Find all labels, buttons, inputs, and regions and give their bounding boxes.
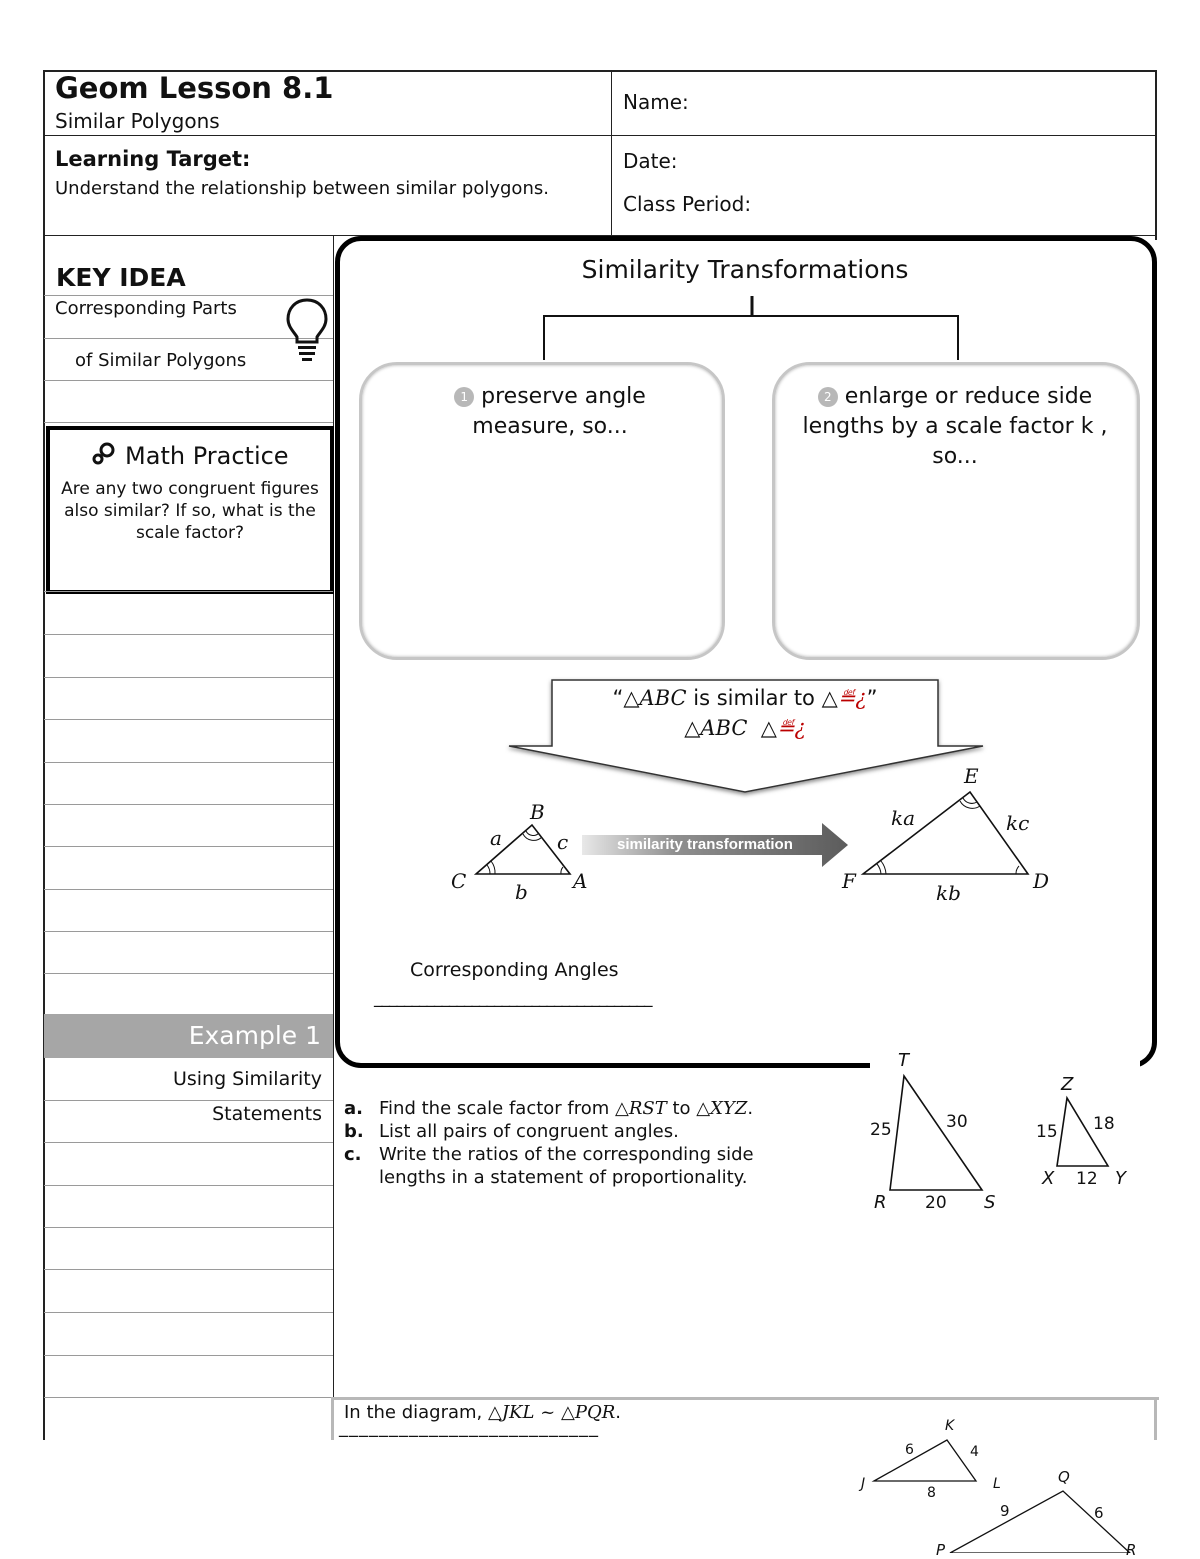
example-banner — [44, 1014, 333, 1058]
example-sub1: Using Similarity — [172, 1068, 322, 1090]
statement-mid: is similar to — [686, 686, 822, 710]
math-practice-box — [46, 426, 334, 594]
arrow-label: similarity transformation — [617, 836, 793, 853]
label-A: A — [573, 869, 588, 893]
lightbulb-icon — [284, 296, 330, 366]
notation-abc: △ABC — [684, 716, 748, 740]
class-period-label: Class Period: — [623, 192, 752, 216]
label-D: D — [1033, 869, 1050, 893]
label-J: J — [861, 1476, 866, 1492]
bubble2-number: 2 — [818, 387, 838, 407]
label-xy: 12 — [1076, 1169, 1098, 1189]
item-c-label: c. — [344, 1144, 362, 1165]
item-a-label: a. — [344, 1098, 363, 1119]
label-kb: kb — [936, 881, 961, 905]
notation-def: △ — [760, 716, 777, 740]
label-B: B — [530, 800, 545, 824]
label-X: X — [1042, 1168, 1055, 1189]
item-a-end: . — [747, 1098, 754, 1119]
label-ts: 30 — [946, 1112, 968, 1132]
statement-tri-abc: △ABC — [623, 686, 687, 710]
label-P: P — [936, 1541, 946, 1559]
bracket-connector — [540, 296, 964, 362]
learning-target-label: Learning Target: — [55, 147, 251, 171]
math-practice-text: Are any two congruent figures also similar? If so, what is the scale factor? — [61, 479, 319, 543]
label-b: b — [515, 880, 528, 904]
label-kc: kc — [1006, 811, 1030, 835]
label-L: L — [993, 1476, 1001, 1492]
label-Y: Y — [1115, 1168, 1126, 1189]
item-a-tri1: △RST — [615, 1098, 667, 1119]
diagram-similarity: △JKL ~ △PQR — [488, 1402, 616, 1423]
label-a: a — [490, 826, 502, 850]
statement-open: “ — [612, 686, 624, 710]
item-a-mid: to — [666, 1098, 697, 1119]
label-jk: 6 — [905, 1442, 914, 1458]
label-F: F — [842, 869, 856, 893]
item-c-text: Write the ratios of the corresponding side lengths in a statement of proportionality. — [379, 1144, 754, 1188]
key-idea-line1: Corresponding Parts — [55, 298, 237, 319]
key-idea-title: Similarity Transformations — [581, 255, 909, 284]
lesson-title: Geom Lesson 8.1 — [55, 71, 334, 105]
label-R: R — [874, 1192, 887, 1213]
label-S: S — [984, 1192, 996, 1213]
label-K: K — [945, 1418, 955, 1434]
diagram-prefix: In the diagram, — [344, 1402, 488, 1423]
learning-target-text: Understand the relationship between similar polygons. — [55, 178, 549, 199]
name-label: Name: — [623, 90, 689, 114]
label-C: C — [451, 869, 467, 893]
bubble2-text: enlarge or reduce side lengths by a scale factor k , so... — [802, 384, 1108, 469]
statement-tri-def: △ — [821, 686, 838, 710]
date-label: Date: — [623, 149, 678, 173]
math-practice-title: Math Practice — [125, 442, 289, 470]
label-rt: 25 — [870, 1120, 892, 1140]
key-idea-line2: of Similar Polygons — [75, 350, 247, 371]
label-rs: 20 — [925, 1193, 947, 1213]
label-pq: 9 — [1000, 1502, 1010, 1520]
corresponding-angles-blank: _____________________________________ — [374, 988, 652, 1008]
key-idea-label: KEY IDEA — [56, 263, 186, 292]
label-T: T — [898, 1050, 909, 1071]
notation-garble: ≝¿ — [776, 716, 806, 740]
diagram-end: . — [615, 1402, 621, 1423]
triangle-def — [855, 780, 1045, 890]
bubble1-number: 1 — [454, 387, 474, 407]
example-sub2: Statements — [212, 1103, 322, 1125]
label-jl: 8 — [927, 1485, 936, 1501]
item-b-label: b. — [344, 1121, 364, 1142]
label-c: c — [557, 830, 569, 854]
example-label: Example 1 — [188, 1021, 321, 1050]
item-a-tri2: △XYZ — [696, 1098, 748, 1119]
label-zy: 18 — [1093, 1114, 1115, 1134]
label-Z: Z — [1061, 1074, 1074, 1095]
triangle-rst — [880, 1070, 990, 1195]
label-qr: 6 — [1094, 1504, 1104, 1522]
label-Q: Q — [1058, 1468, 1070, 1486]
lesson-subtitle: Similar Polygons — [55, 109, 220, 133]
label-E: E — [964, 764, 979, 788]
item-a-text: Find the scale factor from — [379, 1098, 616, 1119]
label-xz: 15 — [1036, 1122, 1058, 1142]
gears-icon — [91, 442, 117, 466]
label-ka: ka — [891, 806, 916, 830]
label-kl: 4 — [970, 1444, 979, 1460]
statement-close: ” — [866, 686, 878, 710]
triangle-jkl — [868, 1432, 988, 1492]
triangle-pqr — [930, 1485, 1140, 1553]
dash-line: __________________________ — [339, 1417, 599, 1438]
statement-garble: ≝¿ — [837, 686, 867, 710]
bubble1-text: preserve angle measure, so... — [472, 384, 646, 439]
corresponding-angles-label: Corresponding Angles — [410, 959, 619, 981]
item-b-text: List all pairs of congruent angles. — [379, 1121, 679, 1142]
label-R2: R — [1126, 1541, 1137, 1559]
